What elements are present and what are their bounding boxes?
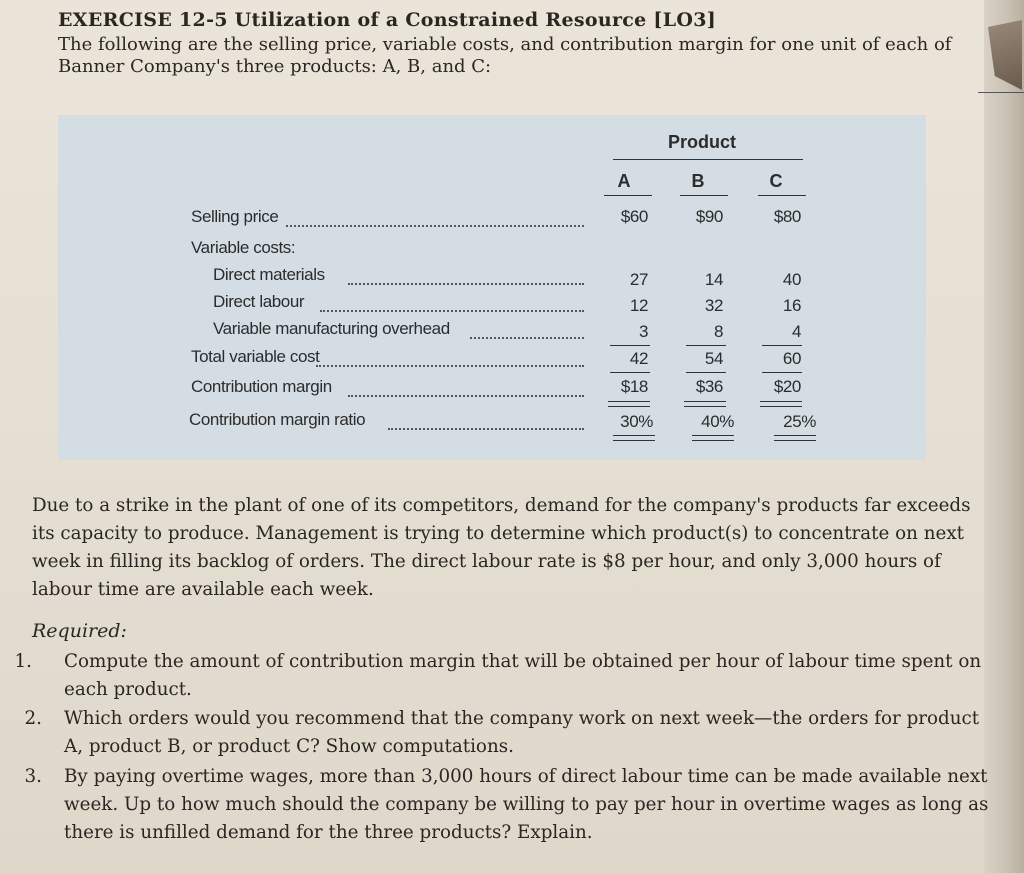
cell-c-direct-labour: 16 [782, 296, 801, 315]
exercise-header [58, 8, 968, 78]
cell-b-variable-overhead: 8 [713, 322, 723, 341]
column-rule-c [758, 195, 806, 196]
product-heading: Product [667, 132, 736, 152]
row-label-total-variable-cost: Total variable cost [191, 347, 320, 366]
row-label-direct-labour: Direct labour [213, 292, 305, 311]
leader-dots [286, 225, 584, 227]
double-rule-c [760, 401, 802, 407]
required-item-text: Compute the amount of contribution margin that will be obtained per hour of labour time spent on each product. [64, 651, 982, 700]
cell-a-variable-overhead: 3 [638, 322, 648, 341]
cell-a-cm-ratio: 30% [620, 412, 653, 431]
double-rule-a [613, 435, 655, 441]
row-label-variable-overhead: Variable manufacturing overhead [213, 319, 450, 338]
cell-c-selling-price: $80 [773, 207, 801, 226]
product-cost-table [58, 115, 926, 460]
cell-c-direct-materials: 40 [782, 270, 801, 289]
double-rule-b [684, 401, 726, 407]
cell-b-direct-labour: 32 [704, 296, 723, 315]
leader-dots [470, 337, 584, 339]
cell-a-selling-price: $60 [620, 207, 648, 226]
row-label-variable-costs: Variable costs: [191, 238, 296, 257]
column-rule-a [604, 195, 652, 196]
cell-b-selling-price: $90 [695, 207, 723, 226]
cell-c-cm-ratio: 25% [783, 412, 816, 431]
cell-a-contribution-margin: $18 [620, 377, 648, 396]
required-item-text: By paying overtime wages, more than 3,000 hours of direct labour time can be made available next week. Up to how much should the company be willing to pay per hour in overtime wages as long as there is unfilled demand for the three products? Explain. [64, 766, 989, 843]
total-rule-b [686, 372, 726, 373]
double-rule-c [774, 435, 816, 441]
product-rule [613, 159, 803, 160]
cell-b-total-variable-cost: 54 [704, 349, 723, 368]
row-label-contribution-margin-ratio: Contribution margin ratio [189, 410, 366, 429]
required-heading: Required: [32, 620, 127, 642]
column-header-c: C [769, 171, 783, 191]
cell-a-direct-materials: 27 [629, 270, 648, 289]
leader-dots [316, 365, 584, 367]
required-item-number: 3. [24, 766, 42, 787]
row-label-contribution-margin: Contribution margin [191, 377, 332, 396]
cell-a-total-variable-cost: 42 [629, 349, 648, 368]
leader-dots [348, 283, 584, 285]
subtotal-rule-b [686, 345, 726, 346]
total-rule-c [762, 372, 802, 373]
required-item-number: 2. [24, 708, 42, 729]
column-header-b: B [691, 171, 705, 191]
leader-dots [388, 428, 584, 430]
required-item-number: 1. [14, 651, 32, 672]
subtotal-rule-c [762, 345, 802, 346]
page-edge [984, 0, 1024, 873]
cell-b-contribution-margin: $36 [695, 377, 723, 396]
required-item-text: Which orders would you recommend that the company work on next week—the orders for product A, product B, or product C? Show computations. [64, 708, 980, 757]
cell-a-direct-labour: 12 [629, 296, 648, 315]
cell-c-variable-overhead: 4 [791, 322, 801, 341]
column-header-a: A [617, 171, 631, 191]
corner-rule [978, 92, 1024, 93]
problem-paragraph: Due to a strike in the plant of one of its competitors, demand for the company's products far exceeds its capacity to produce. Management is trying to determine which product(s) to concentrate on next week in filling its backlog of orders. The direct labour rate is $8 per hour, and only 3,000 hours of labour time are available each week. [32, 495, 971, 600]
row-label-direct-materials: Direct materials [213, 265, 325, 284]
leader-dots [320, 310, 584, 312]
column-rule-b [680, 195, 728, 196]
double-rule-a [608, 401, 650, 407]
row-label-selling-price: Selling price [191, 207, 279, 226]
cell-b-cm-ratio: 40% [701, 412, 734, 431]
cell-b-direct-materials: 14 [704, 270, 723, 289]
leader-dots [348, 395, 584, 397]
total-rule-a [610, 372, 650, 373]
cell-c-total-variable-cost: 60 [782, 349, 801, 368]
intro-text: The following are the selling price, variable costs, and contribution margin for one unit of each of Banner Company's three products: A, B, and C: [58, 34, 952, 77]
double-rule-b [692, 435, 734, 441]
subtotal-rule-a [610, 345, 650, 346]
cell-c-contribution-margin: $20 [773, 377, 801, 396]
exercise-title: EXERCISE 12-5 Utilization of a Constrained Resource [LO3] [58, 9, 717, 31]
